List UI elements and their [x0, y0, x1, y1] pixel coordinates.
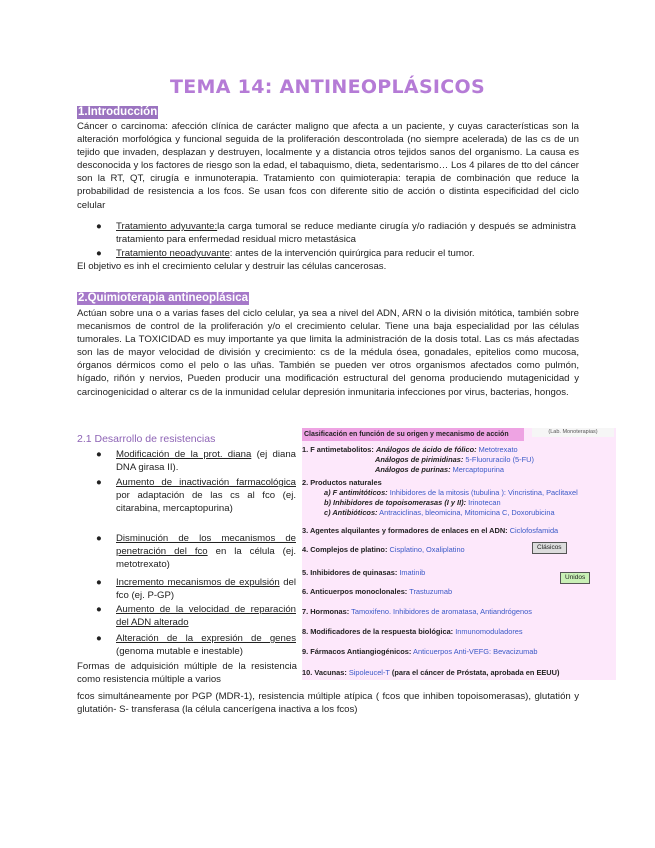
bullet-term: Disminución de los mecanismos de penetración del fco	[116, 533, 296, 558]
bullet-icon: ●	[96, 533, 102, 544]
bullet-term: Tratamiento neoadyuvante	[116, 248, 230, 259]
bullet-term: Modificación de la prot. diana	[116, 449, 252, 460]
row-drug: Imatinib	[399, 568, 426, 577]
bullet-icon: ●	[96, 221, 102, 232]
row-label: 3. Agentes alquilantes y formadores de enlaces en el ADN:	[302, 526, 508, 535]
subsection-heading-resistencias: 2.1 Desarrollo de resistencias	[77, 433, 216, 445]
figure-header: Clasificación en función de su origen y mecanismo de acción	[302, 428, 524, 441]
section-heading-introduccion: 1.Introducción	[78, 106, 158, 118]
bullet-text: la carga tumoral se reduce mediante cirugía y/o radiación y después se administra tratamiento para enfermedad residual micro metastásica	[116, 221, 577, 246]
row-drug: Mercaptopurina	[452, 465, 504, 474]
bullet-icon: ●	[96, 633, 102, 644]
row-drug: Metotrexato	[478, 445, 518, 454]
row-drug: 5-Fluoruracilo (5-FU)	[465, 455, 534, 464]
row-drug: Antraciclinas, bleomicina, Mitomicina C, Doxorubicina	[379, 508, 555, 517]
row-drug: Inmunomoduladores	[455, 627, 523, 636]
bullet-text: (genoma mutable e inestable)	[116, 646, 243, 658]
resistance-tail-wide: fcos simultáneamente por PGP (MDR-1), resistencia múltiple atípica ( fcos que inhiben topoisomerasas), glutatión y glutatión- S- transferasa (la célula cancerígena inactiva a los fcos)	[77, 691, 579, 716]
row-label: 5. Inhibidores de quinasas:	[302, 568, 398, 577]
bullet-text: (ej diana DNA girasa II).	[116, 449, 297, 474]
row-label: 9. Fármacos Antiangiogénicos:	[302, 647, 412, 656]
figure-row	[375, 465, 504, 475]
figure-row	[302, 587, 452, 597]
section-heading-quimioterapia: 2.Quimioterapia antineoplásica	[78, 292, 248, 304]
bullet-term: Alteración de la expresión de genes	[116, 633, 296, 644]
row-drug: Irinotecan	[468, 498, 501, 507]
bullet-text: en la célula (ej. metotrexato)	[116, 546, 296, 571]
row-label: 2. Productos naturales	[302, 478, 382, 487]
intro-closing: El objetivo es inh el crecimiento celular y destruir las células cancerosas.	[77, 261, 387, 272]
figure-row	[302, 445, 518, 455]
bullet-term: Aumento de inactivación farmacológica	[116, 477, 296, 488]
figure-corner-label: (Lab. Monoterapias)	[532, 428, 614, 437]
bullet-term: Aumento de la velocidad de reparación del ADN alterado	[116, 604, 296, 629]
figure-row	[324, 488, 578, 498]
row-label: 6. Anticuerpos monoclonales:	[302, 587, 408, 596]
row-sublabel: b) Inhibidores de topoisomerasas (I y II):	[324, 498, 467, 507]
row-label: 4. Complejos de platino:	[302, 545, 388, 554]
figure-row	[302, 568, 425, 578]
row-label: 8. Modificadores de la respuesta biológica:	[302, 627, 454, 636]
row-drug: Anticuerpos Anti-VEFG: Bevacizumab	[413, 647, 538, 656]
page-title: TEMA 14: ANTINEOPLÁSICOS	[170, 76, 485, 98]
bullet-icon: ●	[96, 604, 102, 615]
row-note: (para el cáncer de Próstata, aprobada en EEUU)	[391, 668, 560, 677]
row-sublabel: Análogos de ácido de fólico:	[375, 445, 477, 454]
qt-paragraph: Actúan sobre una o a varias fases del ciclo celular, ya sea a nivel del ADN, ARN o la división mitótica, también sobre mecanismos de control de la proliferación y/o el crecimiento celular. Tiene una baja especialidad por las células tumorales. La TOXICIDAD es muy importante ya que limita la administración de la dosis total. Las cs más afectadas son las de mayor velocidad de división y crecimiento: cs de la médula ósea, gonadales, epitelios como mucosa, órganos dérmicos como el pelo o las uñas. También se pueden ver otros organismos afectados como pulmón, hígado, riñón y nervios, Pueden producir una modificación estructural del genoma produciendo mutagenicidad y carcinogenicidad o alterar cs de la inmunidad celular depresión inmunitaria infecciones por virus, bacterias, hongos.	[77, 308, 579, 398]
row-drug: Ciclofosfamida	[509, 526, 559, 535]
row-sublabel: a) F antimitóticos:	[324, 488, 388, 497]
bullet-icon: ●	[96, 577, 102, 588]
figure-row	[302, 545, 465, 555]
row-drug: Cisplatino, Oxaliplatino	[389, 545, 465, 554]
figure-row	[302, 627, 523, 637]
bullet-icon: ●	[96, 248, 102, 259]
unidos-tag: Unidos	[560, 572, 590, 584]
figure-row	[375, 455, 534, 465]
row-label: 10. Vacunas:	[302, 668, 347, 677]
bullet-text: : antes de la intervención quirúrgica para reducir el tumor.	[229, 248, 475, 259]
clasicos-tag: Clásicos	[532, 542, 567, 554]
bullet-text: por adaptación de las cs al fco (ej. citarabina, mercaptopurina)	[116, 490, 296, 515]
bullet-term: Tratamiento adyuvante:	[116, 221, 218, 232]
resistance-tail-narrow: Formas de adquisición múltiple de la resistencia como resistencia múltiple a varios	[77, 661, 297, 686]
row-drug: Inhibidores de la mitosis (tubulina ): Vincristina, Paclitaxel	[389, 488, 578, 497]
row-sublabel: Análogos de pirimidinas:	[375, 455, 464, 464]
row-drug: Sipoleucel-T	[348, 668, 390, 677]
row-drug: Trastuzumab	[409, 587, 453, 596]
row-drug: Tamoxifeno. Inhibidores de aromatasa, Antiandrógenos	[351, 607, 532, 616]
classification-figure	[302, 428, 616, 680]
bullet-term: Incremento mecanismos de expulsión	[116, 577, 280, 588]
intro-paragraph: Cáncer o carcinoma: afección clínica de carácter maligno que afecta a un paciente, y cuyas características son la alteración morfológica y funcional seguida de la proliferación descontrolada (no siempre acelerada) de las cs de un tejido que invaden, desplazan y destruyen, localmente y a distancia otros tejidos sanos del organismo. La causa es desconocida y los factores de riesgo son la edad, el tabaquismo, dieta, sedentarismo… Los 4 pilares de tto del cáncer son la RT, QT, cirugía e inmunoterapia. Tratamiento con quimioterapia: terapia de combinación que reduce la probabilidad de resistencia a los fcos. Se usan fcos con diferente sitio de acción o distinta especificidad del ciclo celular	[77, 121, 579, 211]
bullet-icon: ●	[96, 449, 102, 460]
bullet-text: del fco (ej. P-GP)	[116, 577, 296, 602]
bullet-icon: ●	[96, 477, 102, 488]
figure-row	[302, 526, 558, 536]
figure-row	[302, 647, 538, 657]
row-sublabel: c) Antibióticos:	[324, 508, 378, 517]
figure-row	[302, 607, 532, 617]
row-sublabel: Análogos de purinas:	[375, 465, 451, 474]
figure-row	[324, 498, 501, 508]
row-label: 1. F antimetabolitos:	[302, 445, 374, 454]
figure-row	[302, 668, 559, 678]
row-label: 7. Hormonas:	[302, 607, 350, 616]
figure-row	[302, 478, 382, 488]
figure-row	[324, 508, 555, 518]
